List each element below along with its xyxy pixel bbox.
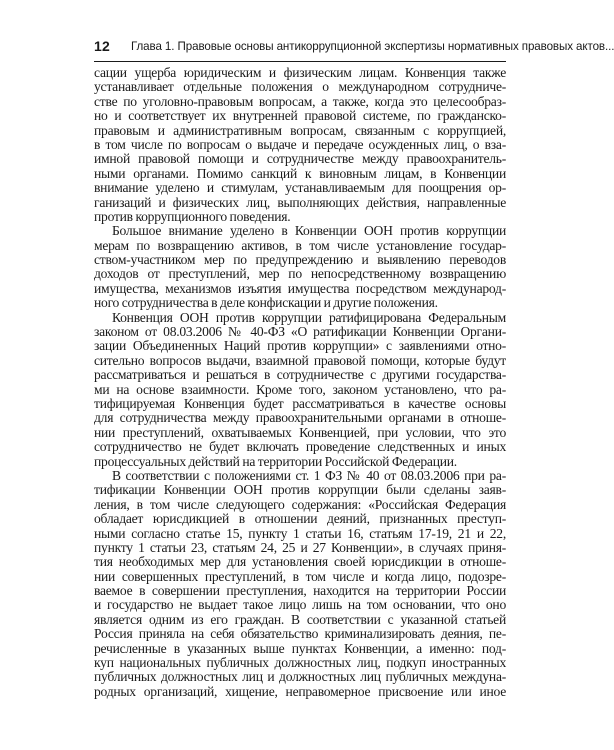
text-line: тия необходимых мер для установления своей юрисдикции в отноше- — [94, 554, 506, 570]
text-line: ством-участником мер по предупреждению и выявлению переводов — [94, 252, 506, 268]
text-line: законом от 08.03.2006 № 40-ФЗ «О ратификации Конвенции Органи- — [94, 324, 506, 340]
text-line: рассматриваться и решаться в сотрудничестве с другими государства- — [94, 367, 506, 383]
text-line: но и соответствует их внутренней правовой системе, по гражданско- — [94, 108, 506, 124]
text-line: обладает юрисдикцией в отношении деяний, признанных преступ- — [94, 511, 506, 527]
paragraph — [94, 66, 506, 224]
text-line: тификации Конвенции ООН против коррупции были сделаны заяв- — [94, 482, 506, 498]
text-line: внимание уделено и стимулам, устанавливаемым для поощрения ор- — [94, 180, 506, 196]
text-line: ми на основе взаимности. Кроме того, законом установлено, что ра- — [94, 381, 506, 397]
text-line: ваемое в совершении преступления, находится на территории России — [94, 583, 506, 599]
text-line: ными согласно статье 15, пункту 1 статьи 16, статьям 17-19, 21 и 22, — [94, 525, 506, 541]
text-line: пункту 1 статьи 23, статьям 24, 25 и 27 Конвенции», в случаях приня- — [94, 539, 506, 555]
body-text — [94, 66, 506, 699]
text-line: устанавливает отдельные положения о международном сотрудниче- — [94, 79, 506, 95]
text-line: доходов от преступлений, мер по непосредственному возвращению — [94, 266, 506, 282]
text-line: процессуальных действий на территории Российской Федерации. — [94, 453, 457, 469]
text-line: Конвенция ООН против коррупции ратифицирована Федеральным — [112, 309, 506, 325]
text-line: ного сотрудничества в деле конфискации и другие положения. — [94, 295, 438, 311]
text-line: в том числе по вопросам о выдаче и передаче осужденных лиц, о вза- — [94, 136, 506, 152]
text-line: Большое внимание уделено в Конвенции ООН против коррупции — [112, 223, 506, 239]
text-line: и государство не выдает такое лицо лишь на том основании, что оно — [94, 597, 506, 613]
text-line: является одним из его граждан. В соответствии с указанной статьей — [94, 611, 506, 627]
text-line: куп национальных публичных должностных лиц, подкуп иностранных — [94, 655, 506, 671]
text-line: сотрудничество не будет включать проведение следственных и иных — [94, 439, 506, 455]
text-line: тифицируемая Конвенция будет рассматриваться в качестве основы — [94, 395, 506, 411]
header-rule — [94, 61, 506, 62]
paragraph — [94, 224, 506, 310]
text-line: сации ущерба юридическим и физическим лицам. Конвенция также — [94, 65, 506, 80]
paragraph — [94, 311, 506, 469]
text-line: зации Объединенных Наций против коррупции» с заявлениями отно- — [94, 338, 506, 354]
text-line: имной правовой помощи и сотрудничестве между правоохранитель- — [94, 151, 506, 167]
text-line: мерам по возвращению активов, в том числе установление государ- — [94, 237, 506, 253]
text-line: речисленные в указанных выше пунктах Конвенции, а именно: под- — [94, 640, 506, 656]
text-line: против коррупционного поведения. — [94, 208, 291, 224]
text-line: нии совершенных преступлений, в том числе и когда лицо, подозре- — [94, 568, 506, 584]
text-line: нии преступлений, охватываемых Конвенцией, при условии, что это — [94, 424, 506, 440]
paragraph — [94, 469, 506, 699]
text-line: ления, в том числе следующего содержания: «Российская Федерация — [94, 496, 506, 512]
text-line: сительно вопросов выдачи, взаимной правовой помощи, которые будут — [94, 352, 506, 368]
page-number: 12 — [94, 38, 110, 54]
running-header — [94, 36, 614, 56]
text-line: Россия приняла на себя обязательство криминализировать деяния, пе- — [94, 626, 506, 642]
chapter-title: Глава 1. Правовые основы антикоррупционной экспертизы нормативных правовых актов... — [130, 39, 614, 53]
text-line: В соответствии с положениями ст. 1 ФЗ № 40 от 08.03.2006 при ра- — [112, 467, 506, 483]
text-line: публичных должностных лиц и должностных лиц публичных междуна- — [94, 669, 506, 685]
text-line: родных организаций, хищение, неправомерное присвоение или иное — [94, 683, 506, 699]
text-line: стве по уголовно-правовым вопросам, а также, когда это целесообраз- — [94, 93, 506, 109]
text-line: правовым и административным вопросам, связанным с коррупцией, — [94, 122, 506, 138]
text-line: имущества, механизмов изъятия имущества посредством международ- — [94, 280, 506, 296]
text-line: ными органами. Помимо санкций к виновным лицам, в Конвенции — [94, 165, 506, 181]
text-line: для сотрудничества между правоохранительными органами в отноше- — [94, 410, 506, 426]
text-line: ганизаций и физических лиц, выполняющих действия, направленные — [94, 194, 506, 210]
